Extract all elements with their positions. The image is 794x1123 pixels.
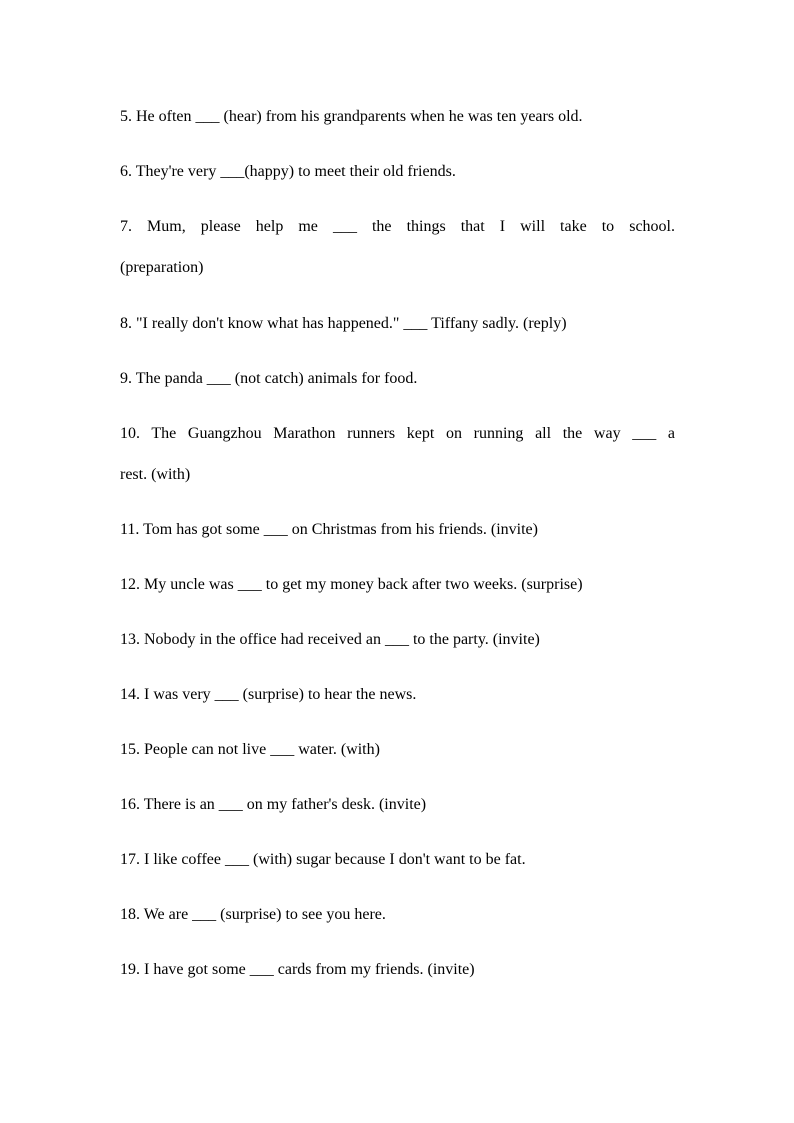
exercise-11: 11. Tom has got some ___ on Christmas from his friends. (invite) — [120, 521, 538, 538]
exercise-9: 9. The panda ___ (not catch) animals for food. — [120, 370, 418, 387]
exercise-7-line-2: (preparation) — [120, 259, 204, 276]
exercise-8: 8. "I really don't know what has happened." ___ Tiffany sadly. (reply) — [120, 315, 567, 332]
exercise-15: 15. People can not live ___ water. (with) — [120, 741, 380, 758]
exercise-12: 12. My uncle was ___ to get my money back after two weeks. (surprise) — [120, 576, 583, 593]
exercise-14: 14. I was very ___ (surprise) to hear the news. — [120, 686, 417, 703]
exercise-16: 16. There is an ___ on my father's desk. (invite) — [120, 796, 427, 813]
exercise-19: 19. I have got some ___ cards from my friends. (invite) — [120, 961, 475, 978]
exercise-10-line-2: rest. (with) — [120, 466, 191, 483]
exercise-5: 5. He often ___ (hear) from his grandparents when he was ten years old. — [120, 108, 583, 125]
exercise-13: 13. Nobody in the office had received an ___ to the party. (invite) — [120, 631, 540, 648]
exercise-17: 17. I like coffee ___ (with) sugar because I don't want to be fat. — [120, 851, 526, 868]
exercise-6: 6. They're very ___(happy) to meet their old friends. — [120, 163, 456, 180]
exercise-18: 18. We are ___ (surprise) to see you here. — [120, 906, 386, 923]
exercise-7 — [120, 206, 675, 288]
exercise-10-line-1: 10. The Guangzhou Marathon runners kept on running all the way ___ a — [120, 425, 675, 442]
exercise-10 — [120, 413, 675, 495]
exercise-7-line-1: 7. Mum, please help me ___ the things that I will take to school. — [120, 218, 675, 235]
